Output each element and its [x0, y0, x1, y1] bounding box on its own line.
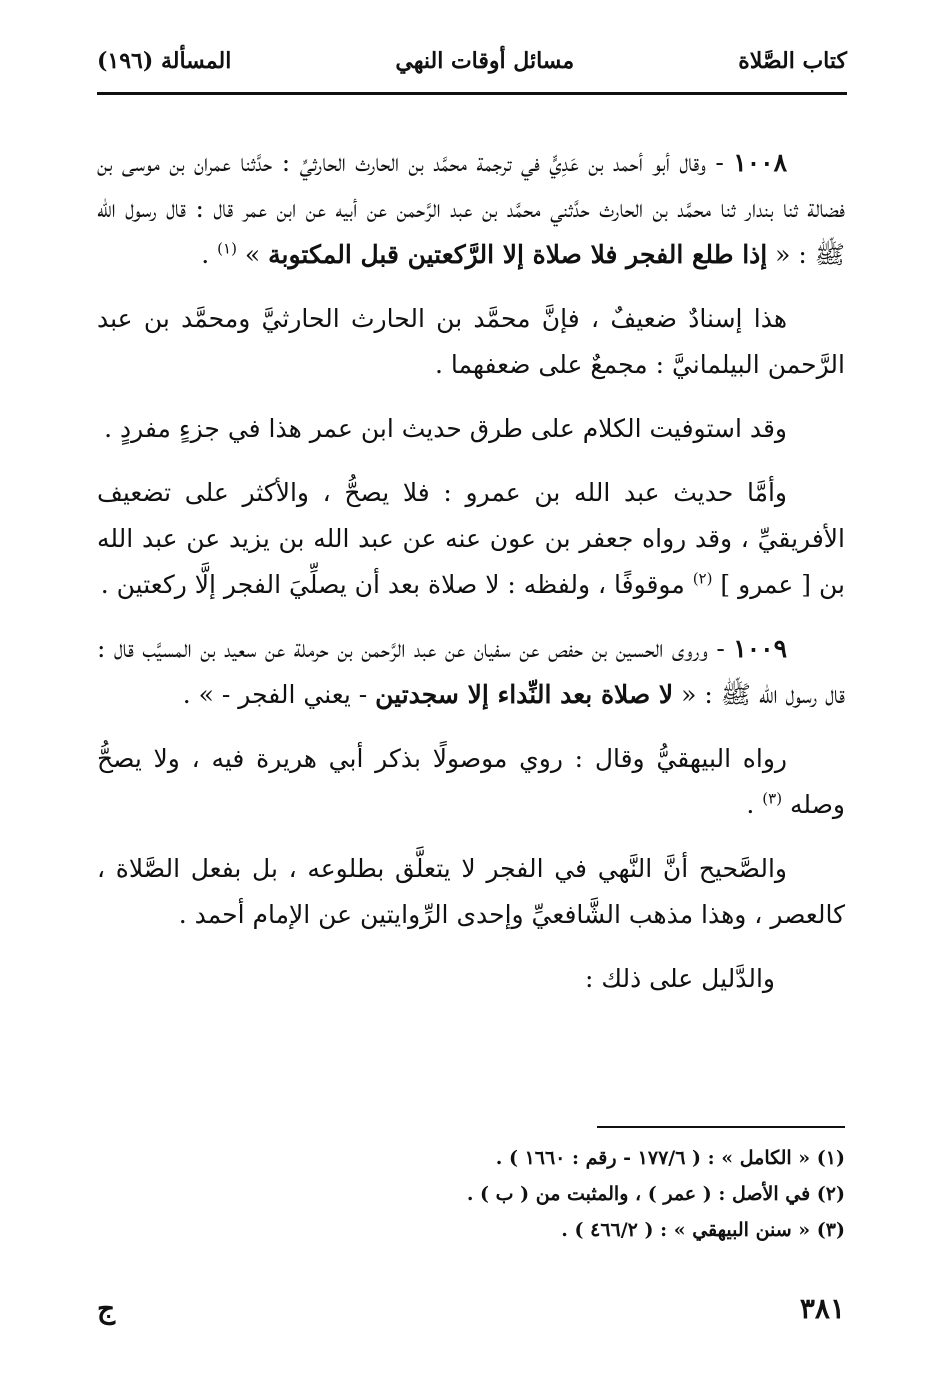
paragraph-text: - وقال أبو أحمد بن عَدِيٍّ في ترجمة محمَّد بن الحارث الحارثيِّ : حدَّثنا عمران بن موسى بن فضالة ثنا بندار ثنا محمَّد بن الحارث حدَّثني محمَّد بن عبد الرَّحمن عن أبيه عن ابن عمر قال : قال رسول الله ﷺ : «	[97, 148, 845, 269]
footnote-1: (١) « الكامل » : ( ١٧٧/٦ - رقم : ١٦٦٠ ) .	[495, 1147, 845, 1169]
footnote-ref[interactable]: (٢)	[692, 569, 713, 588]
footnote-3: (٣) « سنن البيهقي » : ( ٤٦٦/٢ ) .	[561, 1219, 845, 1241]
paragraph-text: .	[201, 240, 218, 269]
paragraph-text: وأمَّا حديث عبد الله بن عمرو : فلا يصحُّ ، والأكثر على تضعيف الأفريقيِّ ، وقد رواه جعفر بن عون عنه عن عبد الله بن يزيد عن عبد الله بن [ عمرو ]	[97, 478, 845, 599]
paragraph-1009	[97, 626, 845, 718]
running-header	[97, 48, 847, 95]
hadith-number: ١٠٠٨	[733, 148, 787, 177]
paragraph-text: موقوفًا ، ولفظه : لا صلاة بعد أن يصلِّيَ الفجر إلَّا ركعتين .	[100, 570, 693, 599]
paragraph-amr	[97, 470, 845, 608]
paragraph-text: - يعني الفجر - » .	[182, 680, 376, 709]
footnote-separator	[597, 1126, 845, 1128]
header-issue-number: المسألة (١٩٦)	[97, 48, 232, 74]
header-book-title: كتاب الصَّلاة	[738, 48, 847, 74]
paragraph-text: رواه البيهقيُّ وقال : روي موصولًا بذكر أبي هريرة فيه ، ولا يصحُّ وصله	[97, 744, 845, 819]
footnotes	[97, 1140, 845, 1248]
header-chapter-title: مسائل أوقات النهي	[395, 48, 575, 74]
page-footer	[97, 1292, 845, 1332]
paragraph-bayhaqi	[97, 736, 845, 828]
paragraph-isnad: هذا إسنادٌ ضعيفٌ ، فإنَّ محمَّد بن الحارث الحارثيَّ ومحمَّد بن عبد الرَّحمن البيلمانيَّ : مجمعٌ على ضعفهما .	[97, 304, 845, 379]
paragraph-text: .	[746, 790, 763, 819]
page-number: ٣٨١	[799, 1292, 845, 1325]
paragraph-text: - وروى الحسين بن حفص عن سفيان عن عبد الرَّحمن بن حرملة عن سعيد بن المسيَّب قال : قال رسول الله ﷺ : «	[97, 634, 845, 709]
footnote-ref[interactable]: (١)	[217, 239, 237, 258]
paragraph-sahih: والصَّحيح أنَّ النَّهي في الفجر لا يتعلَّق بطلوعه ، بل بفعل الصَّلاة ، كالعصر ، وهذا مذهب الشَّافعيِّ وإحدى الرِّوايتين عن الإمام أحمد .	[97, 854, 845, 929]
hadith-number: ١٠٠٩	[733, 634, 787, 663]
main-text	[97, 140, 845, 1002]
hadith-quote: لا صلاة بعد النِّداء إلا سجدتين	[375, 680, 674, 709]
footnote-2: (٢) في الأصل : ( عمر ) ، والمثبت من ( ب ) .	[466, 1183, 845, 1205]
hadith-quote: إذا طلع الفجر فلا صلاة إلا الرَّكعتين قبل المكتوبة	[268, 240, 768, 269]
paragraph-1008	[97, 140, 845, 278]
signature-mark: ج	[97, 1292, 116, 1325]
footnote-ref[interactable]: (٣)	[762, 789, 783, 808]
paragraph-text: »	[236, 240, 269, 269]
paragraph-dalil: والدَّليل على ذلك :	[585, 964, 775, 993]
paragraph-istawfayt: وقد استوفيت الكلام على طرق حديث ابن عمر هذا في جزءٍ مفردٍ .	[104, 414, 787, 443]
